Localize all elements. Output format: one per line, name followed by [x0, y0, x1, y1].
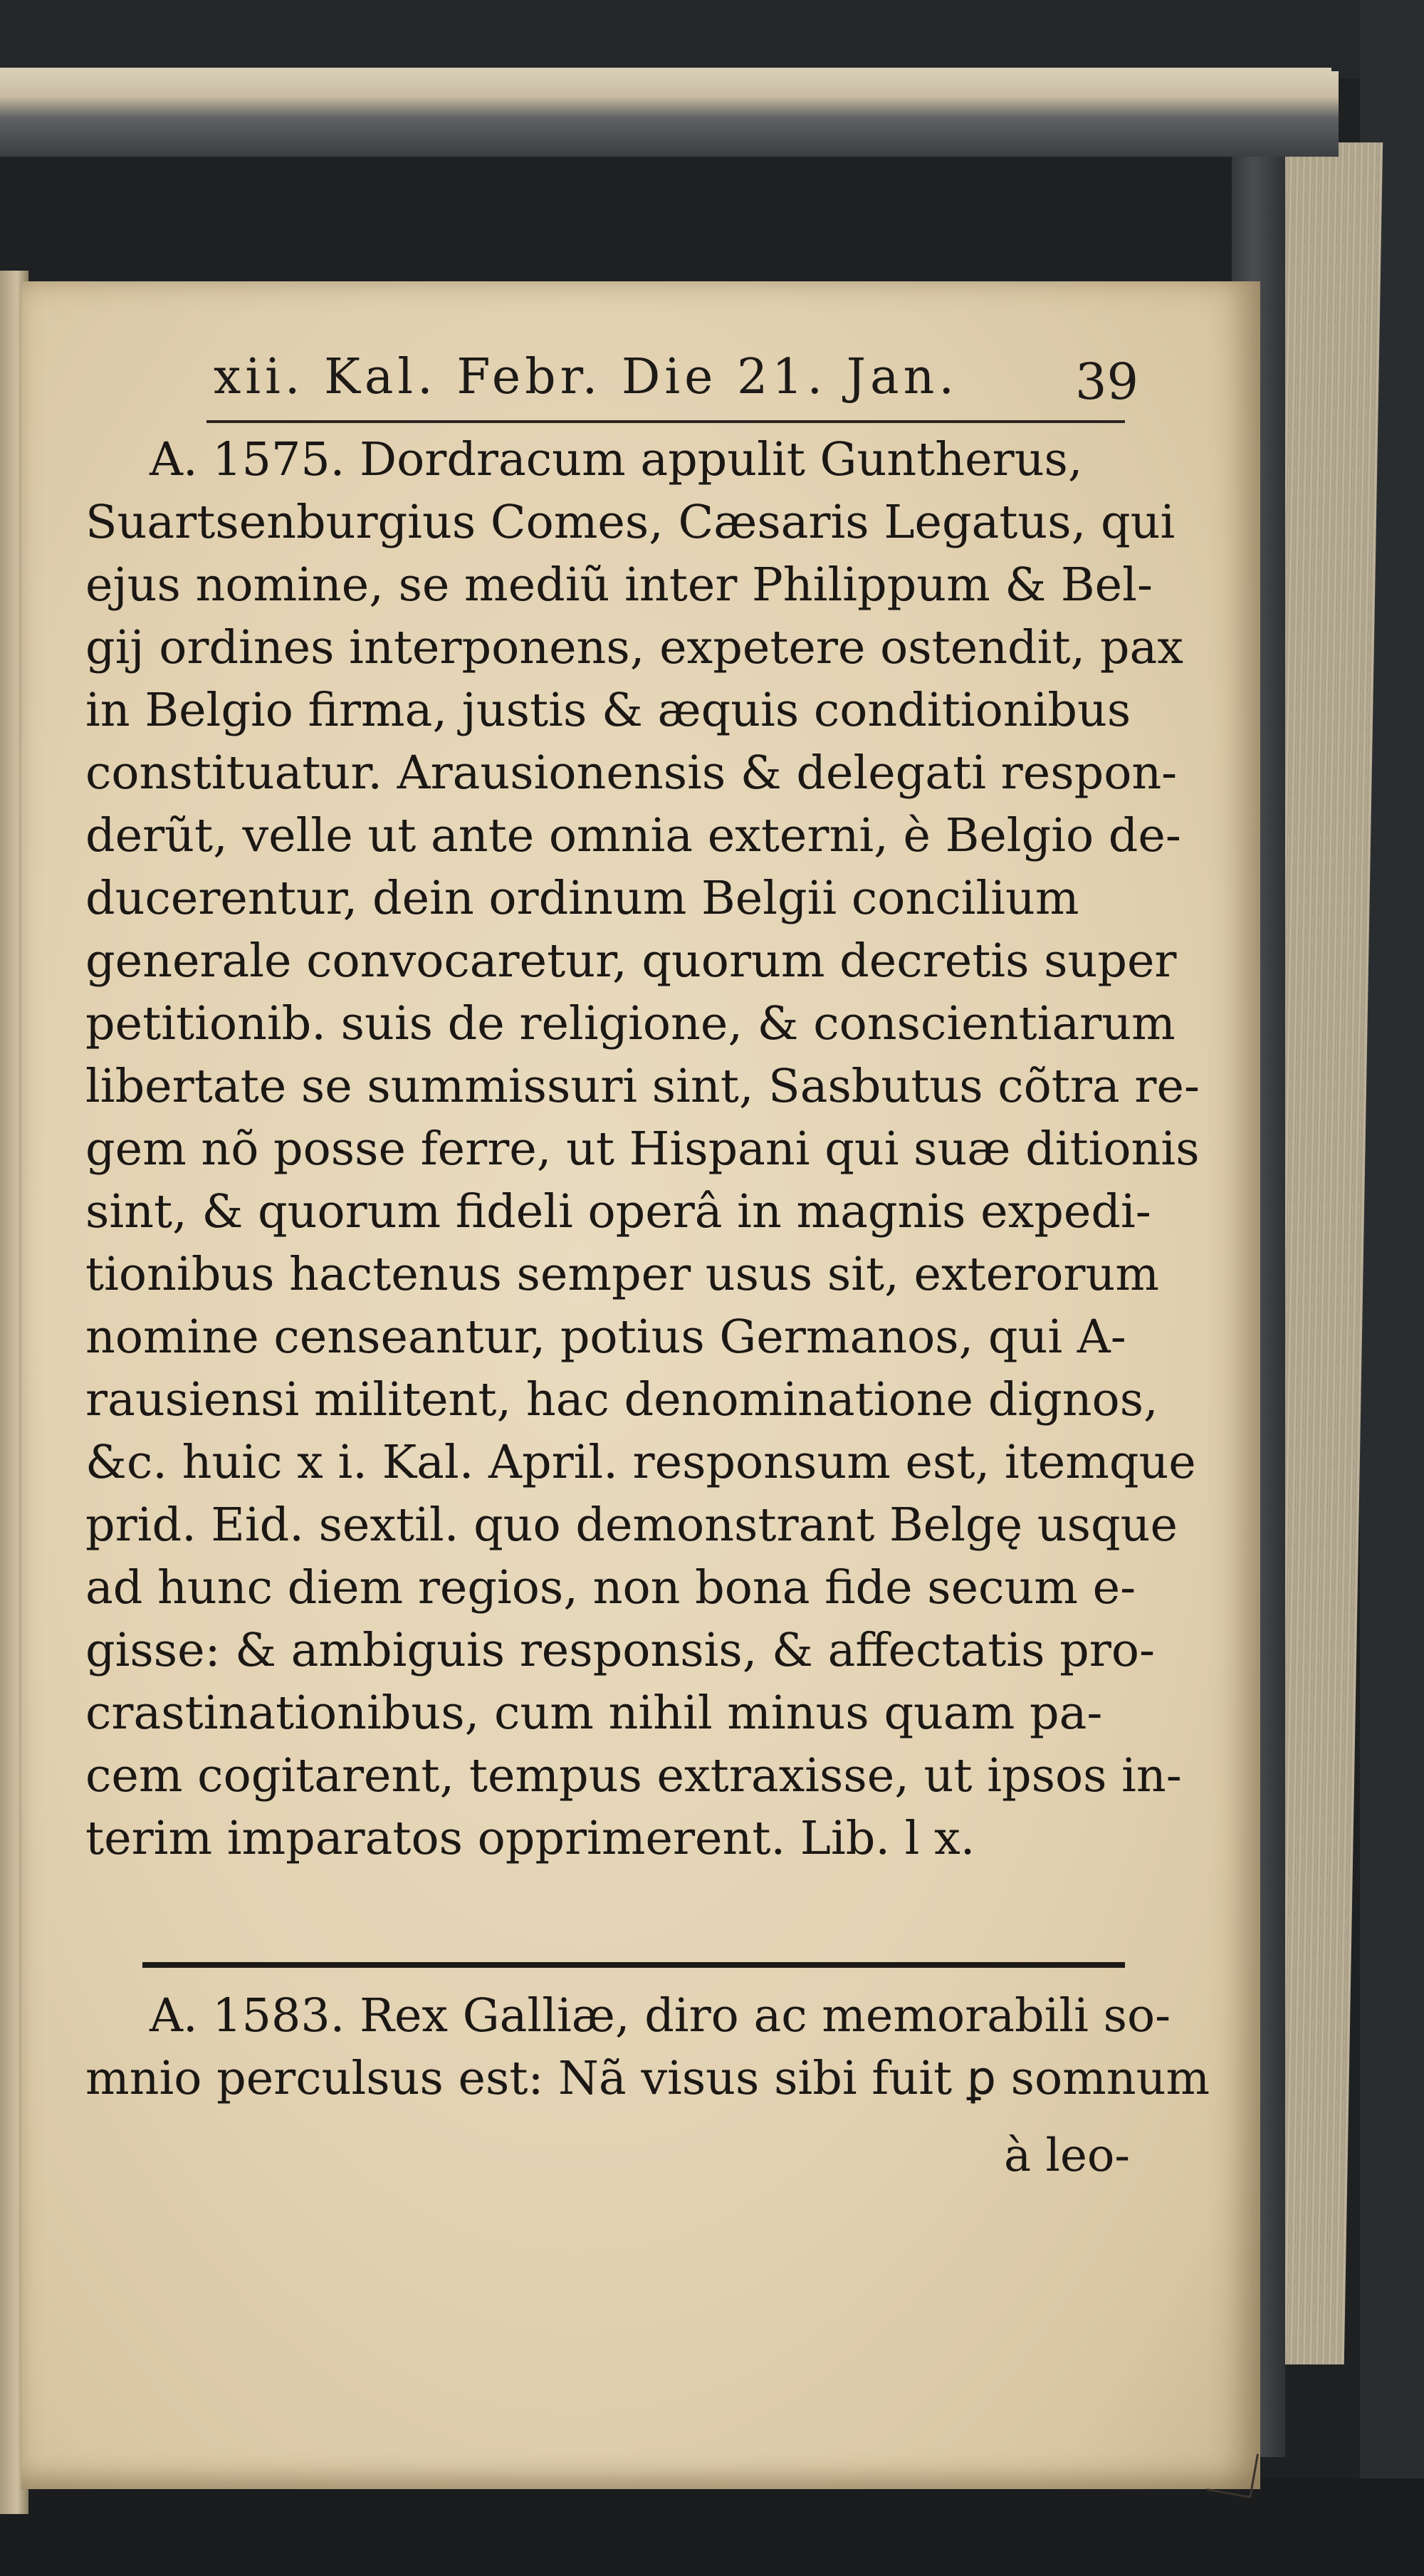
text-line: ducerentur, dein ordinum Belgii concilium — [85, 872, 1079, 925]
text-line: libertate se summissuri sint, Sasbutus cõtra re- — [85, 1060, 1200, 1113]
catchword: à leo- — [1004, 2129, 1130, 2182]
page-corner-fold — [1207, 2446, 1259, 2498]
text-line: A. 1583. Rex Galliæ, diro ac memorabili so- — [150, 1989, 1171, 2043]
text-line: constituatur. Arausionensis & delegati respon- — [85, 746, 1178, 800]
text-line: petitionib. suis de religione, & conscientiarum — [85, 997, 1176, 1050]
text-line: tionibus hactenus semper usus sit, exterorum — [85, 1248, 1159, 1301]
section-rule — [142, 1962, 1125, 1968]
text-line: in Belgio firma, justis & æquis conditionibus — [85, 684, 1131, 737]
text-line: cem cogitarent, tempus extraxisse, ut ipsos in- — [85, 1749, 1182, 1803]
text-line: gem nõ posse ferre, ut Hispani qui suæ ditionis — [85, 1122, 1200, 1176]
text-line: ad hunc diem regios, non bona fide secum e- — [85, 1561, 1136, 1615]
backdrop-bottom — [0, 2478, 1424, 2576]
text-line: Suartsenburgius Comes, Cæsaris Legatus, qui — [85, 496, 1176, 549]
text-line: nomine censeantur, potius Germanos, qui A- — [85, 1310, 1126, 1364]
text-line: generale convocaretur, quorum decretis super — [85, 934, 1177, 988]
text-line: crastinationibus, cum nihil minus quam pa- — [85, 1686, 1103, 1740]
text-line: A. 1575. Dordracum appulit Guntherus, — [150, 433, 1083, 486]
text-line: gisse: & ambiguis responsis, & affectatis pro- — [85, 1624, 1155, 1677]
text-line: gij ordines interponens, expetere ostendit, pax — [85, 621, 1183, 674]
head-rule — [206, 420, 1125, 423]
text-line: ejus nomine, se mediũ inter Philippum & Bel- — [85, 558, 1153, 612]
text-line: terim imparatos opprimerent. Lib. l x. — [85, 1812, 975, 1865]
text-line: mnio perculsus est: Nã visus sibi fuit ꝑ somnum — [85, 2052, 1210, 2105]
book-top-edge — [0, 71, 1339, 157]
backdrop-top — [0, 0, 1424, 78]
page-number: 39 — [1075, 353, 1139, 411]
text-line: sint, & quorum fideli operâ in magnis expedi- — [85, 1185, 1151, 1239]
text-line: rausiensi militent, hac denominatione dignos, — [85, 1373, 1158, 1427]
text-line: derũt, velle ut ante omnia externi, è Belgio de- — [85, 809, 1181, 862]
running-head — [214, 349, 1196, 406]
running-head-text: xii. Kal. Febr. Die 21. Jan. — [214, 349, 958, 405]
text-line: prid. Eid. sextil. quo demonstrant Belgę usque — [85, 1498, 1178, 1552]
text-line: &c. huic x i. Kal. April. responsum est, itemque — [85, 1436, 1196, 1489]
